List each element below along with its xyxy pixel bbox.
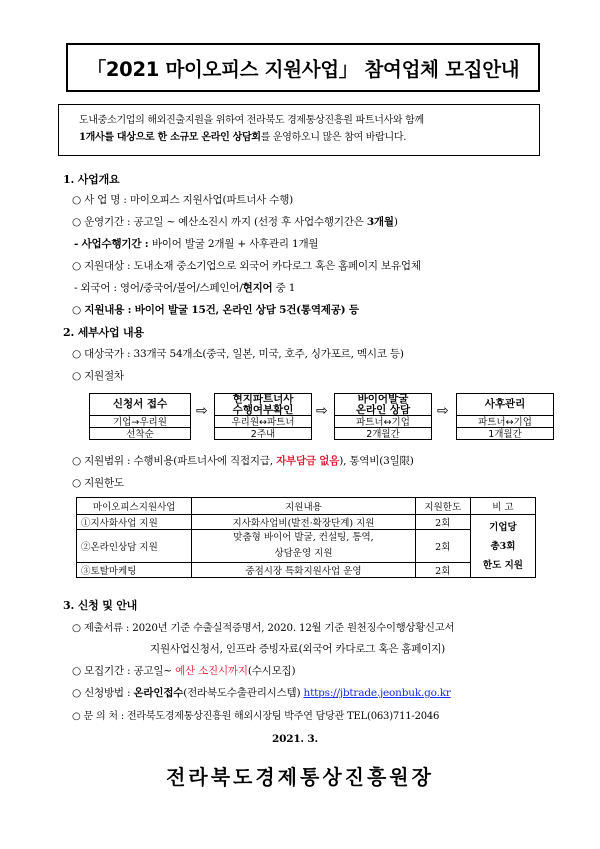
- support-target: ○ 지원대상 : 도내소재 중소기업으로 외국어 카다로그 혹은 홈페이지 보유업체: [72, 260, 421, 272]
- step-title: 바이어발굴 온라인 상담: [355, 392, 411, 416]
- recruit-text-a: ○ 모집기간 : 공고일~: [72, 665, 176, 677]
- table-header: 지원내용: [192, 498, 415, 515]
- intro-line-2: [79, 129, 529, 146]
- step-row: 우리원↔파트너: [215, 415, 311, 429]
- support-scope: [72, 453, 414, 468]
- arrow-icon: ⇨: [316, 403, 328, 419]
- sub-period-label: - 사업수행기간 :: [74, 238, 152, 250]
- recruit-text-b: (수시모집): [247, 665, 296, 677]
- table-cell: 2회: [415, 563, 470, 578]
- step-title: 현지파트너사 수행여부확인: [232, 392, 294, 416]
- apply-method: [72, 685, 451, 700]
- section1-heading: 1. 사업개요: [63, 173, 120, 186]
- step-row: 1개월간: [457, 427, 553, 441]
- table-cell: ②온라인상담 지원: [77, 530, 192, 563]
- step-row: 2개월간: [335, 427, 431, 441]
- sub-period: [74, 236, 318, 251]
- table-cell: 2회: [415, 530, 470, 563]
- table-header: 지원한도: [415, 498, 470, 515]
- table-header: 비 고: [470, 498, 535, 515]
- table-note: 기업당 총3회 한도 지원: [470, 515, 535, 578]
- table-cell: 맞춤형 바이어 발굴, 컨설팅, 통역, 상담운영 지원: [192, 530, 415, 563]
- step-box-4: [456, 393, 554, 440]
- support-limit-label: ○ 지원한도: [72, 477, 124, 489]
- recruit-period: [72, 663, 295, 678]
- period-text-b: ): [393, 216, 398, 228]
- period-text-a: ○ 운영기간 : 공고일 ~ 예산소진시 까지 (선정 후 사업수행기간은: [72, 216, 367, 228]
- intro-bold: 1개사를 대상으로 한 소규모 온라인 상담회: [79, 132, 261, 143]
- scope-red: 자부담금 없음: [276, 455, 340, 467]
- step-row: 2주내: [215, 427, 311, 441]
- table-row: [77, 563, 536, 578]
- step-box-1: [89, 393, 191, 440]
- step-box-2: [214, 393, 312, 440]
- lang-bold: 현지어: [242, 282, 273, 294]
- arrow-icon: ⇨: [437, 403, 449, 419]
- lang-text-b: 중 1: [272, 282, 296, 294]
- procedure-label: ○ 지원절차: [72, 370, 124, 382]
- step-box-3: [334, 393, 432, 440]
- docs-line-2: 지원사업신청서, 인프라 증빙자료(외국어 카다로그 혹은 홈페이지): [150, 643, 446, 655]
- lang-text-a: - 외국어 : 영어/중국어/불어/스페인어/: [74, 282, 243, 294]
- table-cell: ①지사화사업 지원: [77, 515, 192, 530]
- step-row: 기업→우리원: [90, 415, 190, 429]
- table-cell: 중점시장 특화지원사업 운영: [192, 563, 415, 578]
- table-header-row: [77, 498, 536, 515]
- section3-heading: 3. 신청 및 안내: [63, 599, 138, 612]
- scope-text-b: ), 통역비(3일限): [339, 455, 414, 467]
- issue-date: 2021. 3.: [272, 733, 318, 745]
- scope-text-a: ○ 지원범위 : 수행비용(파트너사에 직접지급,: [72, 455, 277, 467]
- language-requirement: [74, 280, 295, 295]
- title-box: [66, 43, 540, 92]
- table-row: [77, 530, 536, 563]
- intro-box: [58, 104, 540, 156]
- docs-line-1: ○ 제출서류 : 2020년 기준 수출실적증명서, 2020. 12월 기준 원천징수이행상황신고서: [72, 622, 455, 634]
- section2-heading: 2. 세부사업 내용: [63, 326, 144, 339]
- period-bold: 3개월: [366, 216, 394, 228]
- target-countries: ○ 대상국가 : 33개국 54개소(중국, 일본, 미국, 호주, 싱가포르, 멕시코 등): [72, 348, 404, 360]
- step-row: 선착순: [90, 427, 190, 441]
- page-title: 「2021 마이오피스 지원사업」 참여업체 모집안내: [86, 57, 520, 81]
- recruit-red: 예산 소진시까지: [175, 665, 248, 677]
- table-cell: 지사화사업비(발전·확장단계) 지원: [192, 515, 415, 530]
- arrow-icon: ⇨: [196, 403, 208, 419]
- table-cell: ③토탈마케팅: [77, 563, 192, 578]
- sub-period-value: 바이어 발굴 2개월 + 사후관리 1개월: [151, 238, 319, 250]
- signature: 전라북도경제통상진흥원장: [166, 765, 434, 789]
- jbtrade-link[interactable]: https://jbtrade.jeonbuk.go.kr: [303, 687, 451, 699]
- table-header: 마이오피스지원사업: [77, 498, 192, 515]
- support-limit-table: [76, 497, 536, 578]
- step-title: 사후관리: [484, 398, 526, 410]
- support-content: ○ 지원내용 : 바이어 발굴 15건, 온라인 상담 5건(통역제공) 등: [72, 304, 359, 316]
- method-bold: 온라인접수: [133, 687, 184, 699]
- intro-rest: 를 운영하오니 많은 참여 바랍니다.: [260, 132, 407, 143]
- contact-info: ○ 문 의 처 : 전라북도경제통상진흥원 해외시장팀 박주연 담당관 TEL(063)711-2046: [72, 711, 440, 722]
- table-cell: 2회: [415, 515, 470, 530]
- method-text-b: (전라북도수출관리시스템): [183, 687, 304, 699]
- step-row: 파트너↔기업: [335, 415, 431, 429]
- step-title: 신청서 접수: [112, 398, 168, 410]
- intro-line-1: 도내중소기업의 해외진출지원을 위하여 전라북도 경제통상진흥원 파트너사와 함께: [79, 115, 424, 126]
- operation-period: [72, 214, 398, 229]
- table-row: [77, 515, 536, 530]
- method-text-a: ○ 신청방법 :: [72, 687, 134, 699]
- business-name: ○ 사 업 명 : 마이오피스 지원사업(파트너사 수행): [72, 194, 294, 206]
- step-row: 파트너↔기업: [457, 415, 553, 429]
